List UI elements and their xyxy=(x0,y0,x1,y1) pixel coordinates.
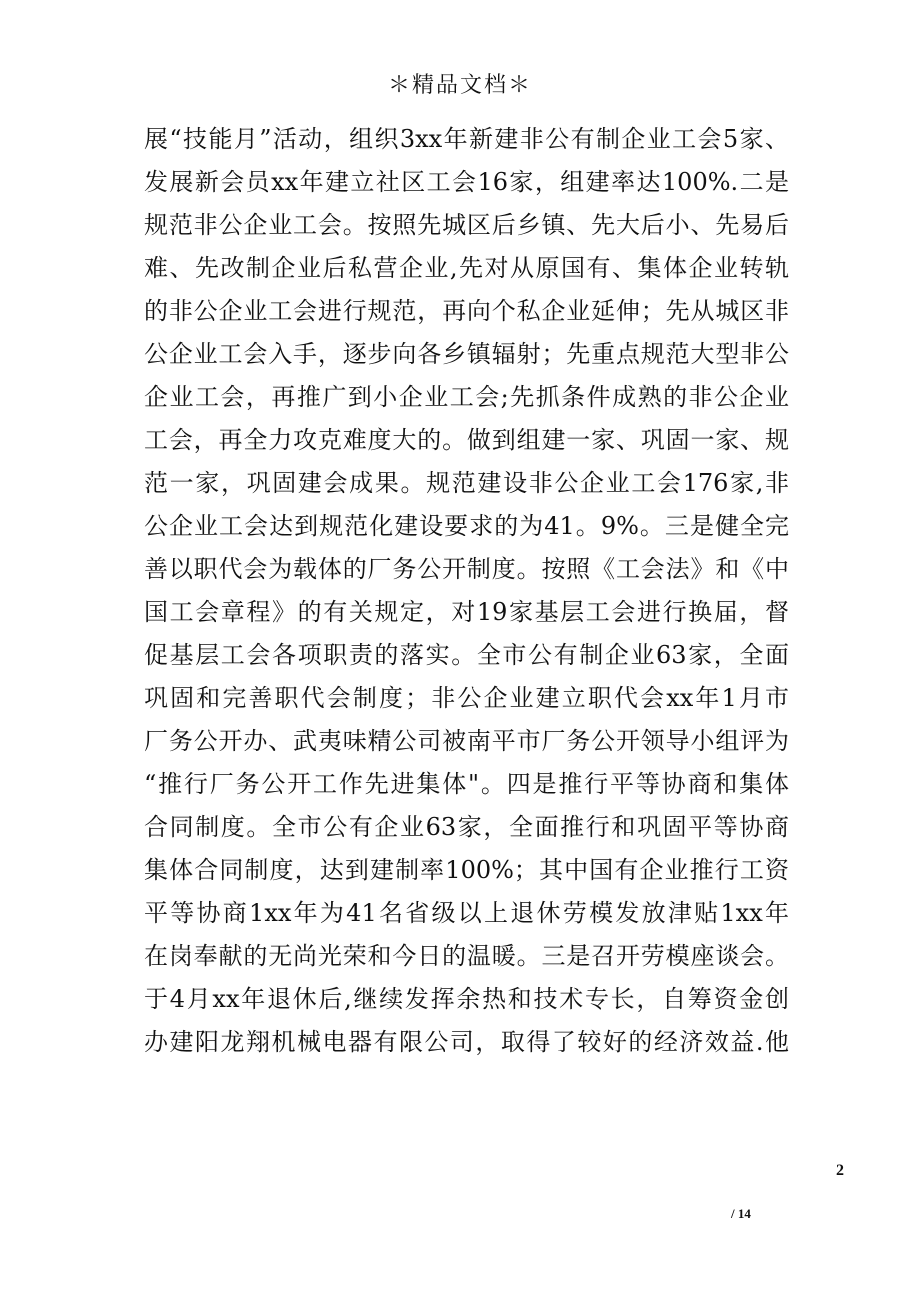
body-line: 平等协商1xx年为41名省级以上退休劳模发放津贴1xx年 xyxy=(144,899,789,927)
body-line: 的非公企业工会进行规范，再向个私企业延伸；先从城区非 xyxy=(144,297,789,325)
document-header: ＊精品文档＊ xyxy=(387,73,532,98)
body-line: 巩固和完善职代会制度；非公企业建立职代会xx年1月市 xyxy=(144,684,789,712)
body-line: 公企业工会达到规范化建设要求的为41。9%。三是健全完 xyxy=(144,512,789,540)
body-line: 促基层工会各项职责的落实。全市公有制企业63家，全面 xyxy=(144,641,789,669)
body-line: 规范非公企业工会。按照先城区后乡镇、先大后小、先易后 xyxy=(144,211,789,239)
body-line: 范一家，巩固建会成果。规范建设非公企业工会176家,非 xyxy=(144,469,789,497)
body-line: 难、先改制企业后私营企业,先对从原国有、集体企业转轨 xyxy=(144,254,789,282)
body-line: 发展新会员xx年建立社区工会16家，组建率达100%.二是 xyxy=(144,168,789,196)
body-line: 合同制度。全市公有企业63家，全面推行和巩固平等协商 xyxy=(144,813,789,841)
body-line: 工会，再全力攻克难度大的。做到组建一家、巩固一家、规 xyxy=(144,426,789,454)
body-line: 展“技能月”活动，组织3xx年新建非公有制企业工会5家、 xyxy=(144,125,789,153)
body-line: 在岗奉献的无尚光荣和今日的温暖。三是召开劳模座谈会。 xyxy=(144,942,789,970)
page-total: / 14 xyxy=(731,1206,751,1221)
body-line: 公企业工会入手，逐步向各乡镇辐射；先重点规范大型非公 xyxy=(144,340,789,368)
page-number: 2 xyxy=(836,1162,844,1179)
body-line: 善以职代会为载体的厂务公开制度。按照《工会法》和《中 xyxy=(144,555,789,583)
document-body xyxy=(144,118,789,1064)
body-line: 企业工会，再推广到小企业工会;先抓条件成熟的非公企业 xyxy=(144,383,789,411)
body-line: 厂务公开办、武夷味精公司被南平市厂务公开领导小组评为 xyxy=(144,727,789,755)
body-line: 集体合同制度，达到建制率100%；其中国有企业推行工资 xyxy=(144,856,789,884)
body-line: 办建阳龙翔机械电器有限公司，取得了较好的经济效益.他 xyxy=(144,1028,789,1056)
body-line: 国工会章程》的有关规定，对19家基层工会进行换届，督 xyxy=(144,598,789,626)
body-line: “推行厂务公开工作先进集体"。四是推行平等协商和集体 xyxy=(144,770,789,798)
body-line: 于4月xx年退休后,继续发挥余热和技术专长，自筹资金创 xyxy=(144,985,789,1013)
